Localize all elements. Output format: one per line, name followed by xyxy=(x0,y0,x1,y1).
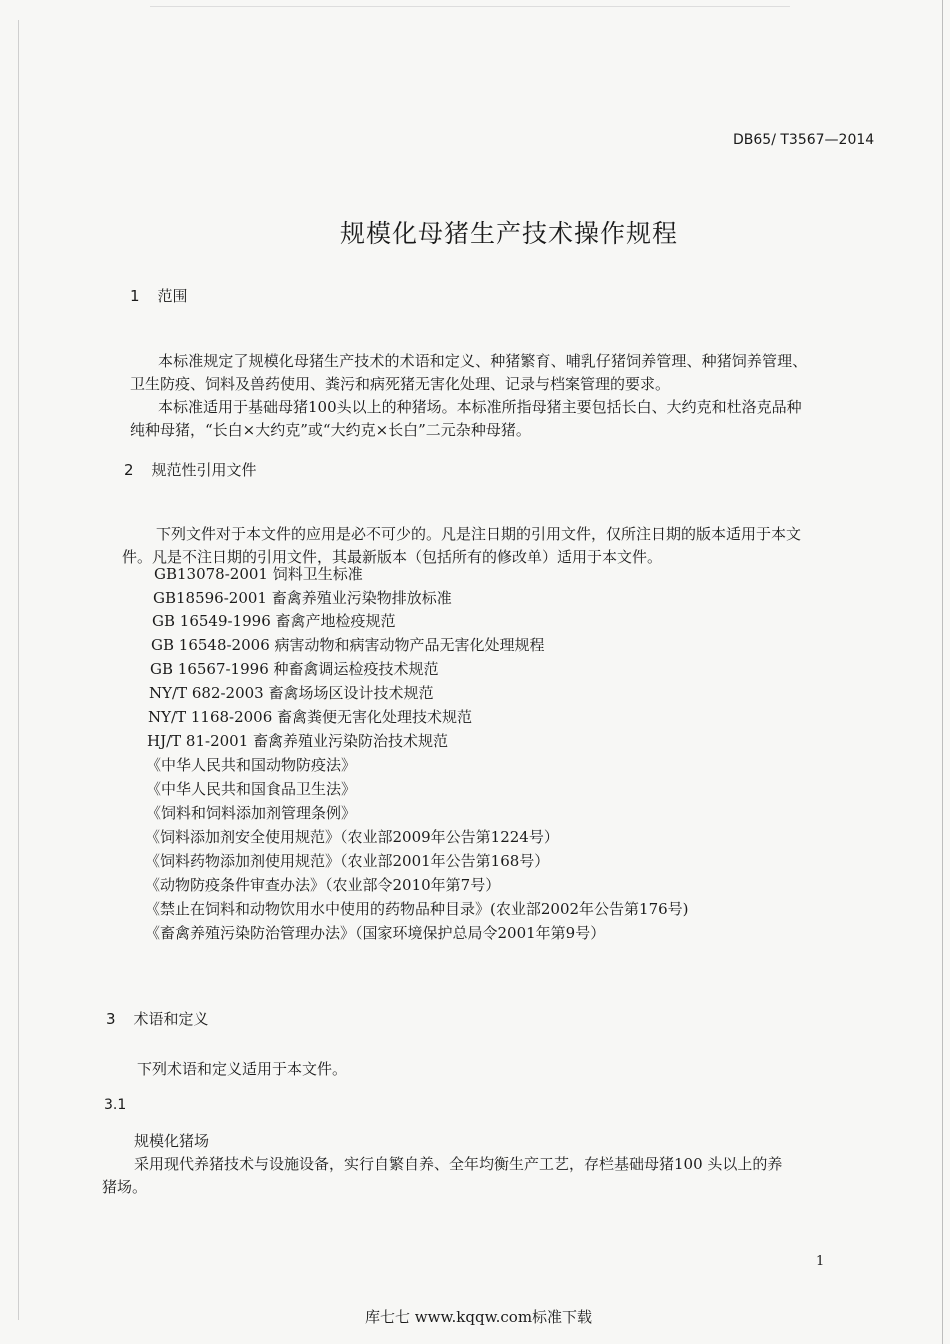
reference-item: 《中华人民共和国动物防疫法》 xyxy=(146,756,357,774)
reference-item: 《饲料添加剂安全使用规范》（农业部2009年公告第1224号） xyxy=(145,828,559,846)
section-3-intro: 下列术语和定义适用于本文件。 xyxy=(137,1060,348,1078)
reference-item: NY/T 1168-2006 畜禽粪便无害化处理技术规范 xyxy=(148,708,473,726)
page-number: 1 xyxy=(816,1254,825,1269)
footer-watermark: 库七七 www.kqqw.com标准下载 xyxy=(365,1308,593,1326)
page-title: 规模化母猪生产技术操作规程 xyxy=(340,219,679,248)
reference-item: GB18596-2001 畜禽养殖业污染物排放标准 xyxy=(153,589,452,607)
section-number: 3 xyxy=(106,1010,116,1028)
section-2-p1-line2: 件。凡是不注日期的引用文件，其最新版本（包括所有的修改单）适用于本文件。 xyxy=(122,548,663,566)
section-number: 1 xyxy=(130,287,140,305)
scan-edge-left xyxy=(18,20,19,1320)
reference-item: 《畜禽养殖污染防治管理办法》（国家环境保护总局令2001年第9号） xyxy=(145,924,606,942)
reference-item: HJ/T 81-2001 畜禽养殖业污染防治技术规范 xyxy=(147,732,449,750)
section-1-p1-line2: 卫生防疫、饲料及兽药使用、粪污和病死猪无害化处理、记录与档案管理的要求。 xyxy=(130,375,671,393)
section-2-p1-line1: 下列文件对于本文件的应用是必不可少的。凡是注日期的引用文件，仅所注日期的版本适用于本文 xyxy=(156,525,802,543)
reference-item: 《中华人民共和国食品卫生法》 xyxy=(146,780,357,798)
section-title: 规范性引用文件 xyxy=(151,461,257,479)
term-definition-line1: 采用现代养猪技术与设施设备，实行自繁自养、全年均衡生产工艺，存栏基础母猪100 头以上的养 xyxy=(134,1155,783,1173)
term-heading: 规模化猪场 xyxy=(134,1132,210,1150)
reference-item: NY/T 682-2003 畜禽场场区设计技术规范 xyxy=(149,684,434,702)
section-2-heading xyxy=(124,459,257,480)
reference-item: GB 16548-2006 病害动物和病害动物产品无害化处理规程 xyxy=(151,636,545,654)
term-definition-line2: 猪场。 xyxy=(102,1178,148,1196)
reference-item: GB 16567-1996 种畜禽调运检疫技术规范 xyxy=(150,660,439,678)
reference-item: 《饲料药物添加剂使用规范》（农业部2001年公告第168号） xyxy=(145,852,550,870)
reference-item: 《动物防疫条件审查办法》（农业部令2010年第7号） xyxy=(145,876,501,894)
document-number: DB65/ T3567—2014 xyxy=(733,132,875,148)
section-1-p2-line2: 纯种母猪，“长白×大约克”或“大约克×长白”二元杂种母猪。 xyxy=(130,421,531,439)
reference-item: 《禁止在饲料和动物饮用水中使用的药物品种目录》(农业部2002年公告第176号) xyxy=(145,900,689,918)
scan-edge-top xyxy=(150,6,790,7)
section-title: 术语和定义 xyxy=(133,1010,209,1028)
section-1-p1-line1: 本标准规定了规模化母猪生产技术的术语和定义、种猪繁育、哺乳仔猪饲养管理、种猪饲养管理、 xyxy=(158,352,808,370)
reference-item: GB13078-2001 饲料卫生标准 xyxy=(154,565,363,583)
subsection-number: 3.1 xyxy=(104,1097,127,1113)
section-3-heading xyxy=(106,1008,209,1029)
section-1-heading xyxy=(130,285,188,306)
scan-edge-right xyxy=(942,0,943,1344)
section-number: 2 xyxy=(124,461,134,479)
section-title: 范围 xyxy=(157,287,188,305)
section-1-p2-line1: 本标准适用于基础母猪100头以上的种猪场。本标准所指母猪主要包括长白、大约克和杜洛克品种 xyxy=(158,398,802,416)
reference-item: 《饲料和饲料添加剂管理条例》 xyxy=(146,804,357,822)
reference-item: GB 16549-1996 畜禽产地检疫规范 xyxy=(152,612,396,630)
